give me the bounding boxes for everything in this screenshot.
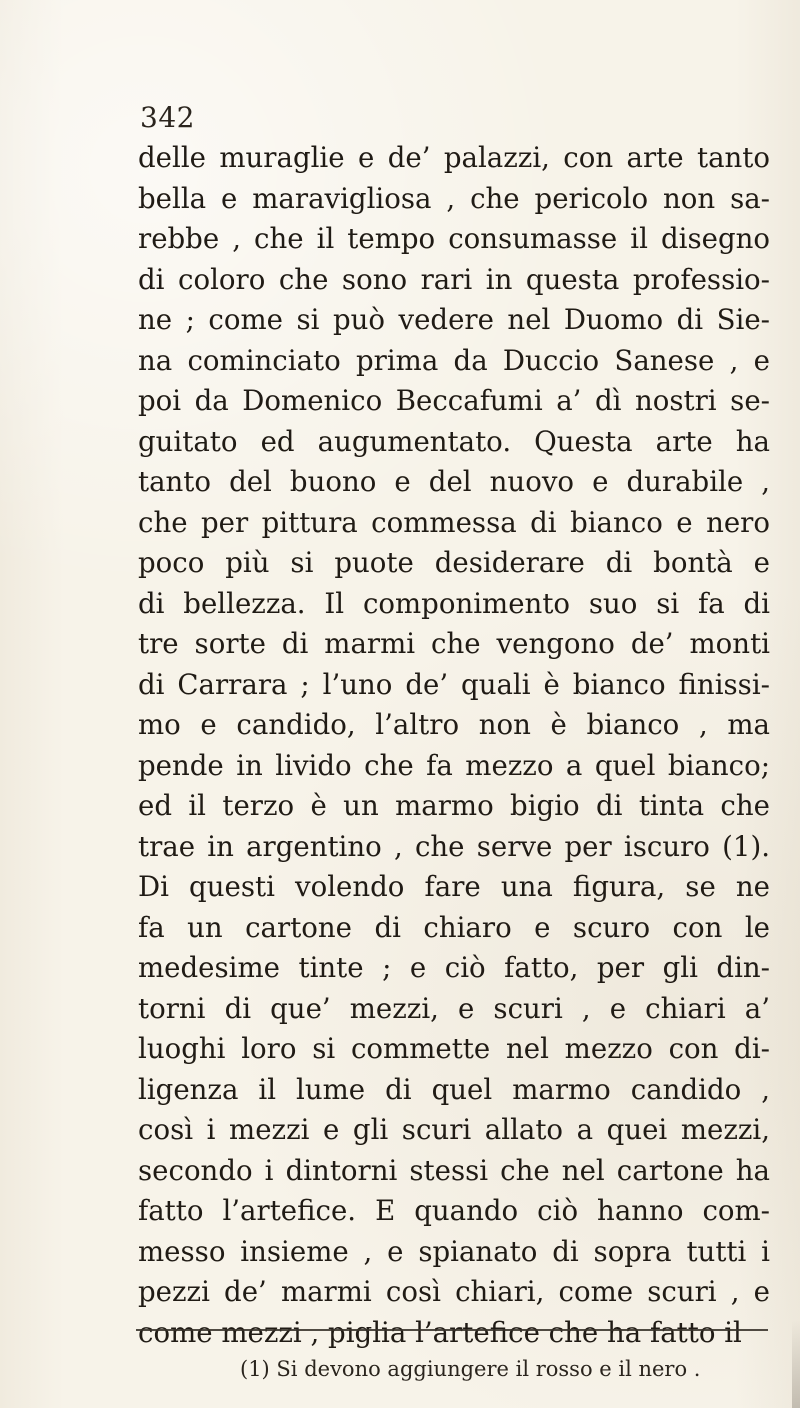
text-line: na cominciato prima da Duccio Sanese , e bbox=[138, 343, 770, 377]
text-line: tanto del buono e del nuovo e durabile , bbox=[138, 465, 770, 498]
text-line: ne ; come si può vedere nel Duomo di Sie- bbox=[138, 303, 770, 336]
text-line: pezzi de’ marmi così chiari, come scuri , e bbox=[138, 1275, 770, 1308]
footnote: (1) Si devono aggiungere il rosso e il nero . bbox=[240, 1357, 701, 1381]
text-line: di Carrara ; l’uno de’ quali è bianco finissi- bbox=[138, 667, 770, 701]
text-line: trae in argentino , che serve per iscuro (1). bbox=[138, 829, 770, 863]
text-line: poi da Domenico Beccafumi a’ dì nostri se- bbox=[138, 384, 770, 417]
text-line: fatto l’artefice. E quando ciò hanno com- bbox=[138, 1194, 770, 1227]
text-line: di bellezza. Il componimento suo si fa di bbox=[138, 586, 770, 620]
text-line: come mezzi , piglia l’artefice che ha fatto il bbox=[138, 1315, 742, 1349]
text-line: guitato ed augumentato. Questa arte ha bbox=[138, 424, 770, 458]
page-edge-shadow bbox=[792, 1320, 800, 1408]
text-line: poco più si puote desiderare di bontà e bbox=[138, 546, 770, 579]
text-line: fa un cartone di chiaro e scuro con le bbox=[138, 910, 770, 944]
text-line: messo insieme , e spianato di sopra tutti i bbox=[138, 1234, 770, 1268]
text-line: ed il terzo è un marmo bigio di tinta che bbox=[138, 789, 770, 822]
text-line: ligenza il lume di quel marmo candido , bbox=[138, 1072, 770, 1106]
page-number: 342 bbox=[140, 101, 195, 134]
text-line: secondo i dintorni stessi che nel cartone ha bbox=[138, 1153, 770, 1187]
text-line: luoghi loro si commette nel mezzo con di- bbox=[138, 1032, 770, 1065]
text-line: pende in livido che fa mezzo a quel bianco; bbox=[138, 748, 770, 782]
text-line: rebbe , che il tempo consumasse il disegno bbox=[138, 222, 770, 255]
text-line: tre sorte di marmi che vengono de’ monti bbox=[138, 627, 770, 660]
text-line: delle muraglie e de’ palazzi, con arte tanto bbox=[138, 141, 770, 174]
text-line: che per pittura commessa di bianco e nero bbox=[138, 505, 770, 539]
text-line: così i mezzi e gli scuri allato a quei mezzi, bbox=[138, 1113, 770, 1146]
text-line: bella e maravigliosa , che pericolo non sa- bbox=[138, 181, 770, 215]
text-line: mo e candido, l’altro non è bianco , ma bbox=[138, 708, 770, 741]
text-line: di coloro che sono rari in questa professio- bbox=[138, 262, 770, 296]
text-line: medesime tinte ; e ciò fatto, per gli din- bbox=[138, 951, 770, 984]
text-line: torni di que’ mezzi, e scuri , e chiari a’ bbox=[138, 991, 770, 1025]
text-line: Di questi volendo fare una figura, se ne bbox=[138, 870, 770, 903]
footnote-divider bbox=[136, 1329, 768, 1331]
main-text-block bbox=[138, 138, 770, 1353]
